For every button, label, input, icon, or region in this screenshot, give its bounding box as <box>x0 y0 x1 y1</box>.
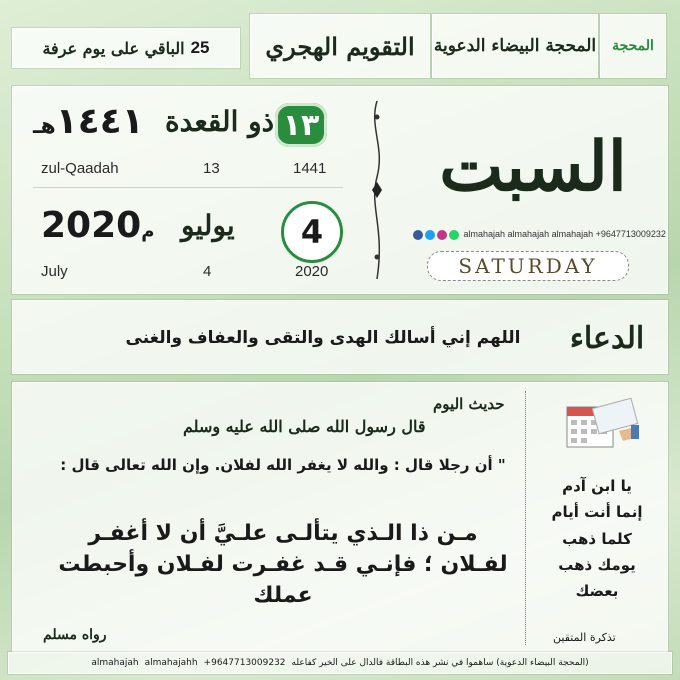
row-divider <box>33 187 343 188</box>
hijri-year: ١٤٤١ <box>55 101 144 142</box>
gregorian-year-en: 2020 <box>295 263 329 280</box>
hadith-panel <box>12 382 668 652</box>
gregorian-day-en: 4 <box>203 263 212 280</box>
hijri-month: ذو القعدة <box>165 105 275 138</box>
contact-line <box>413 229 666 240</box>
hijri-year-suffix: هـ <box>33 114 56 139</box>
org-title-box <box>432 14 598 78</box>
hijri-year-en: 1441 <box>293 160 327 177</box>
gregorian-day-circle: 4 <box>281 201 343 263</box>
hijri-day-en: 13 <box>203 160 220 177</box>
vertical-divider <box>525 391 526 645</box>
hijri-year-block <box>33 101 144 142</box>
gregorian-month-en: July <box>41 263 68 280</box>
gregorian-month: يوليو <box>181 209 235 242</box>
reminder-line: إنما أنت أيام <box>551 503 643 522</box>
reminder-line: بعضك <box>575 582 619 600</box>
calendar-illustration-icon <box>561 397 641 455</box>
footer-phone: +9647713009232 <box>203 658 286 668</box>
hadith-intro: " أن رجلا قال : والله لا يغفر الله لفلان. وإن الله تعالى قال : <box>60 456 506 474</box>
gregorian-year-block <box>41 205 154 246</box>
reminder-lines <box>533 473 661 604</box>
weekday-english: SATURDAY <box>427 251 629 281</box>
footer-handle-1: almahajahh <box>144 658 198 668</box>
footer <box>8 652 672 674</box>
arafah-countdown <box>12 28 240 68</box>
hadith-source: رواه مسلم <box>43 627 107 643</box>
dua-text: اللهم إني أسالك الهدى والتقى والعفاف والغنى <box>125 328 521 348</box>
twitter-icon <box>425 230 435 240</box>
hadith-narrator: قال رسول الله صلى الله عليه وسلم <box>183 417 426 436</box>
gregorian-year-suffix: م <box>141 221 155 242</box>
hijri-day-badge: ١٣ <box>275 103 327 147</box>
gregorian-year: 2020 <box>41 205 142 246</box>
hijri-month-en: zul-Qaadah <box>41 160 119 177</box>
whatsapp-icon <box>449 230 459 240</box>
reminder-line: كلما ذهب <box>562 529 632 548</box>
reminder-line: يا ابن آدم <box>562 477 632 495</box>
contact-text: almahajah almahajah almahajah +9647713009232 <box>463 229 666 239</box>
instagram-icon <box>437 230 447 240</box>
logo <box>600 14 666 78</box>
dua-panel <box>12 300 668 374</box>
org-title: المحجة البيضاء الدعوية <box>433 36 597 56</box>
footer-text: (المحجة البيضاء الدعوية) ساهموا في نشر هذه البطاقة فالدال على الخير كفاعله <box>291 658 589 668</box>
footer-handle-2: almahajah <box>91 658 139 668</box>
calendar-title: التقويم الهجري <box>265 31 415 61</box>
arafah-days: 25 <box>190 38 210 57</box>
dua-title: الدعاء <box>569 320 645 356</box>
logo-text: المحجة <box>612 38 654 54</box>
weekday-arabic: السبت <box>439 127 627 207</box>
reminder-line: يومك ذهب <box>558 555 636 574</box>
reminder-label: تذكرة المتقين <box>553 631 616 644</box>
hadith-section-title: حديث اليوم <box>433 395 505 413</box>
facebook-icon <box>413 230 423 240</box>
ornament-divider <box>365 97 389 283</box>
hadith-main: مـن ذا الـذي يتألـى علـيَّ أن لا أغفـر لفـلان ؛ فإنـي قـد غفـرت لفـلان وأحبطت عملك <box>58 521 508 608</box>
date-panel <box>12 86 668 294</box>
calendar-title-box <box>250 14 430 78</box>
arafah-label: الباقي على يوم عرفة <box>42 38 185 58</box>
